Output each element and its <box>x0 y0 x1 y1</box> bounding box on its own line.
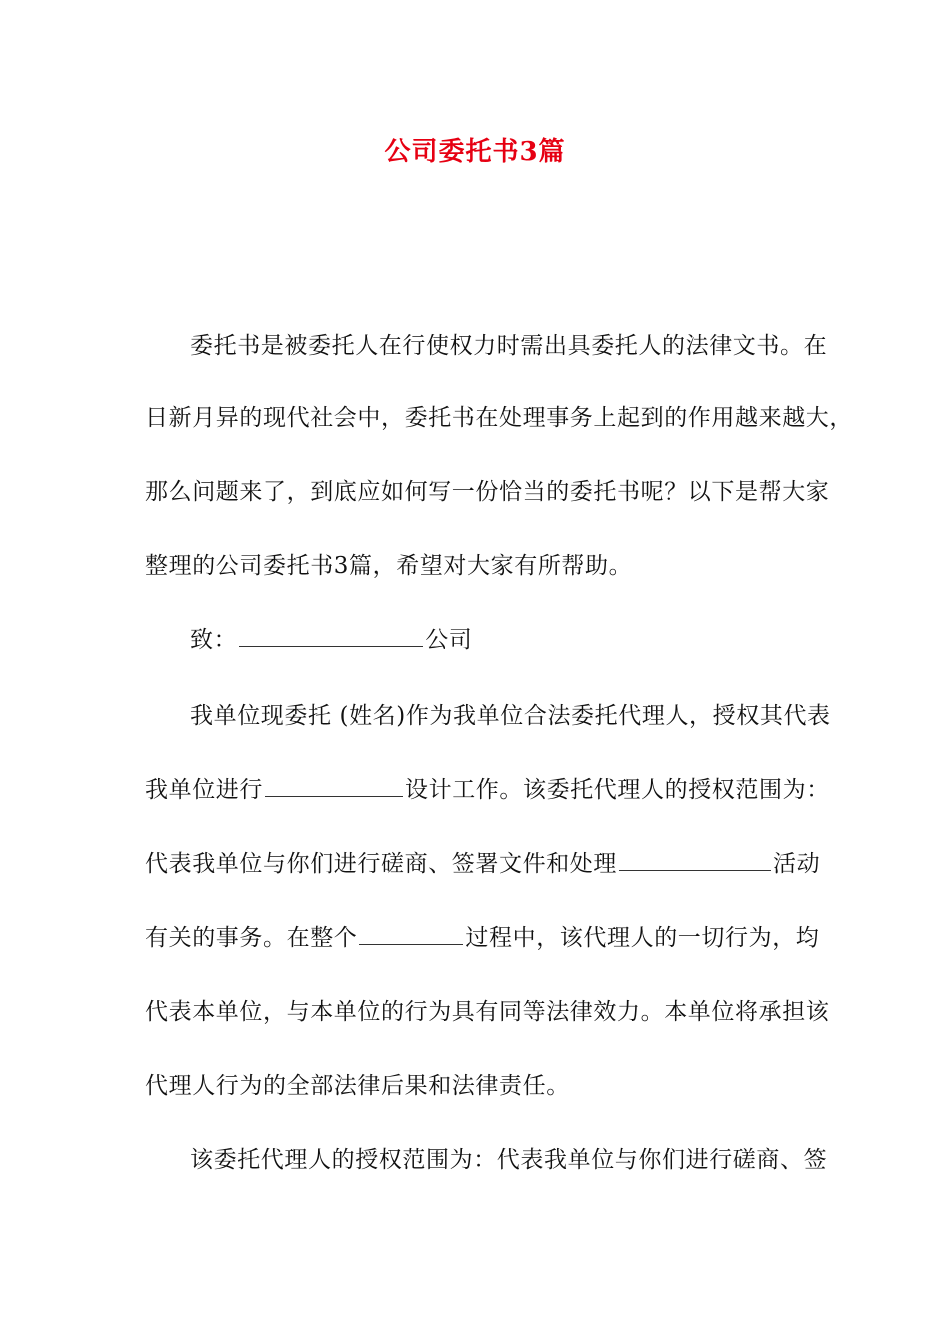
intro-line-2: 日新月异的现代社会中，委托书在处理事务上起到的作用越来越大， <box>145 405 853 431</box>
activity-blank <box>619 846 771 871</box>
addressee-suffix: 公司 <box>425 627 473 653</box>
intro-line-1: 委托书是被委托人在行使权力时需出具委托人的法律文书。在 <box>190 333 828 359</box>
document-title: 公司委托书3篇 <box>384 137 566 167</box>
body-line-4 <box>145 918 825 958</box>
body-line-1: 我单位现委托 (姓名)作为我单位合法委托代理人，授权其代表 <box>190 703 831 729</box>
body-line-3-end: 活动 <box>773 851 821 877</box>
body-line-6: 代理人行为的全部法律后果和法律责任。 <box>145 1073 570 1099</box>
addressee-prefix: 致： <box>190 627 238 653</box>
body-line-2-start: 我单位进行 <box>145 777 263 803</box>
body-line-3 <box>145 844 825 884</box>
addressee-line <box>190 620 870 660</box>
intro-line-3: 那么问题来了，到底应如何写一份恰当的委托书呢？以下是帮大家 <box>145 479 830 505</box>
company-name-blank <box>239 622 423 647</box>
process-blank <box>359 920 463 945</box>
body-line-3-start: 代表我单位与你们进行磋商、签署文件和处理 <box>145 851 617 877</box>
body-line-2-end: 设计工作。该委托代理人的授权范围为： <box>405 777 830 803</box>
body-line-4-end: 过程中，该代理人的一切行为，均 <box>465 925 820 951</box>
body-line-2 <box>145 770 830 810</box>
intro-line-4: 整理的公司委托书3篇，希望对大家有所帮助。 <box>145 553 633 579</box>
body-line-5: 代表本单位，与本单位的行为具有同等法律效力。本单位将承担该 <box>145 999 830 1025</box>
body-line-4-start: 有关的事务。在整个 <box>145 925 358 951</box>
project-blank <box>265 772 403 797</box>
scope-line-1: 该委托代理人的授权范围为：代表我单位与你们进行磋商、签 <box>190 1147 828 1173</box>
